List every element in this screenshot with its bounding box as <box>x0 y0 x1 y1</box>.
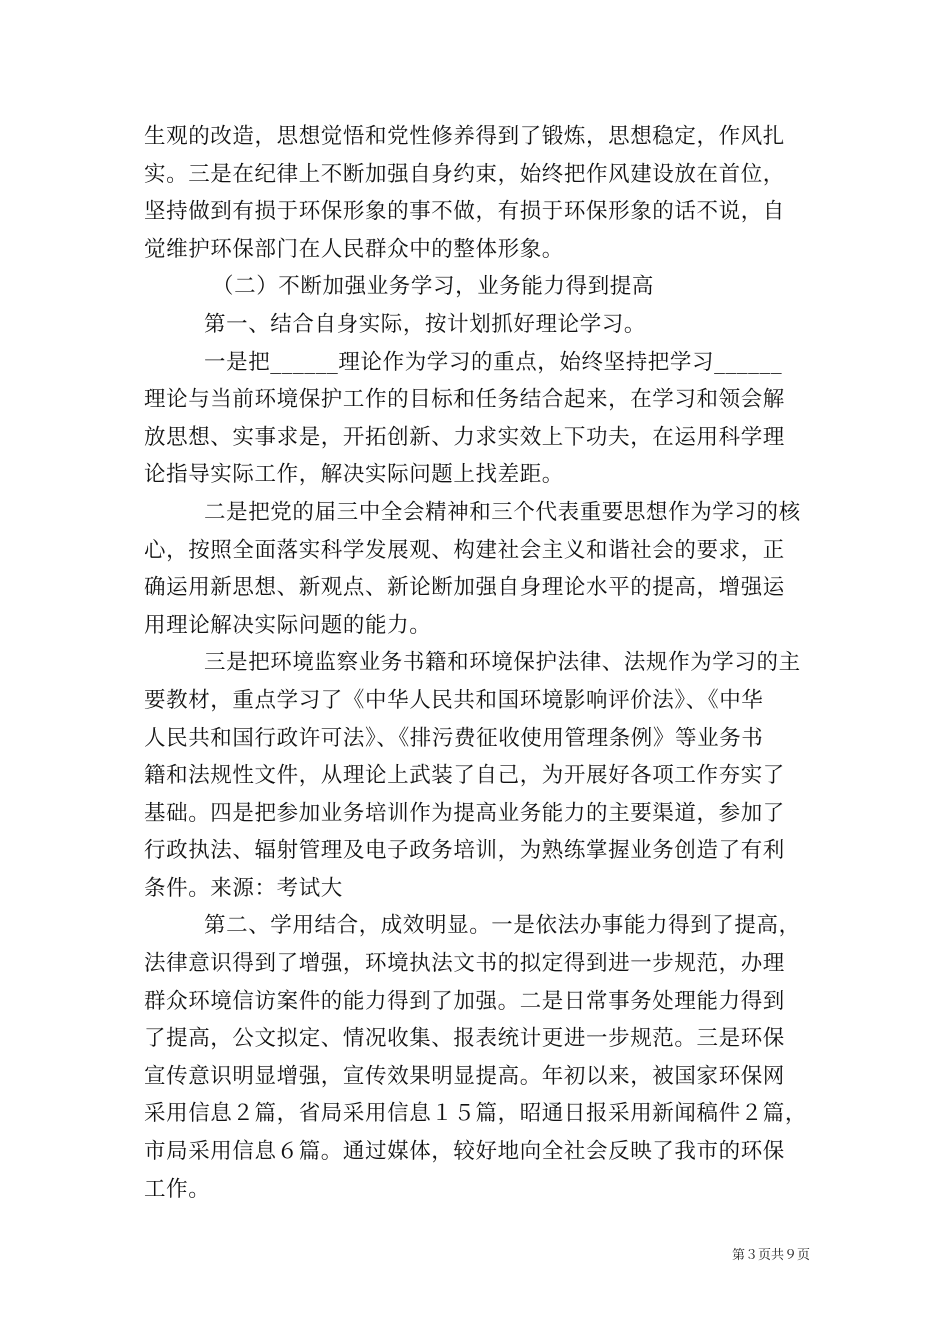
text-line: 了提高，公文拟定、情况收集、报表统计更进一步规范。三是环保 <box>144 1026 785 1052</box>
text-line: 坚持做到有损于环保形象的事不做，有损于环保形象的话不说，自 <box>144 199 785 225</box>
text-line: 确运用新思想、新观点、新论断加强自身理论水平的提高，增强运 <box>144 575 785 601</box>
document-body <box>144 118 810 1208</box>
text-line: 群众环境信访案件的能力得到了加强。二是日常事务处理能力得到 <box>144 988 785 1014</box>
section-heading: （二）不断加强业务学习，业务能力得到提高 <box>212 274 655 300</box>
text-line: 法律意识得到了增强，环境执法文书的拟定得到进一步规范，办理 <box>144 951 785 977</box>
text-line: 一是把______理论作为学习的重点，始终坚持把学习______ <box>204 349 783 375</box>
text-line: 实。三是在纪律上不断加强自身约束，始终把作风建设放在首位， <box>144 161 785 187</box>
text-line: 觉维护环保部门在人民群众中的整体形象。 <box>144 236 564 262</box>
text-line: 条件。来源：考试大 <box>144 875 343 901</box>
text-line: 籍和法规性文件，从理论上武装了自己，为开展好各项工作夯实了 <box>144 763 785 789</box>
text-line: 要教材，重点学习了《中华人民共和国环境影响评价法》、《中华 <box>144 687 764 713</box>
text-line: 采用信息２篇，省局采用信息１５篇，昭通日报采用新闻稿件２篇， <box>144 1101 808 1127</box>
text-line: 市局采用信息６篇。通过媒体，较好地向全社会反映了我市的环保 <box>144 1139 785 1165</box>
page-number: 第３页共９页 <box>731 1248 810 1263</box>
text-line: 心，按照全面落实科学发展观、构建社会主义和谐社会的要求，正 <box>144 537 785 563</box>
text-line: 行政执法、辐射管理及电子政务培训，为熟练掌握业务创造了有利 <box>144 838 785 864</box>
text-line: 基础。四是把参加业务培训作为提高业务能力的主要渠道，参加了 <box>144 800 785 826</box>
text-line: 二是把党的届三中全会精神和三个代表重要思想作为学习的核 <box>204 499 801 525</box>
text-line: 论指导实际工作，解决实际问题上找差距。 <box>144 462 564 488</box>
text-line: 理论与当前环境保护工作的目标和任务结合起来，在学习和领会解 <box>144 387 785 413</box>
text-line: 工作。 <box>144 1176 211 1202</box>
text-line: 人民共和国行政许可法》、《排污费征收使用管理条例》等业务书 <box>144 725 764 751</box>
text-line: 三是把环境监察业务书籍和环境保护法律、法规作为学习的主 <box>204 650 801 676</box>
text-line: 第二、学用结合，成效明显。一是依法办事能力得到了提高， <box>204 913 801 939</box>
text-line: 宣传意识明显增强，宣传效果明显提高。年初以来，被国家环保网 <box>144 1063 785 1089</box>
text-line: 生观的改造，思想觉悟和党性修养得到了锻炼，思想稳定，作风扎 <box>144 124 785 149</box>
subsection-heading: 第一、结合自身实际，按计划抓好理论学习。 <box>204 311 647 337</box>
text-line: 用理论解决实际问题的能力。 <box>144 612 432 638</box>
text-line: 放思想、实事求是，开拓创新、力求实效上下功夫，在运用科学理 <box>144 424 785 450</box>
